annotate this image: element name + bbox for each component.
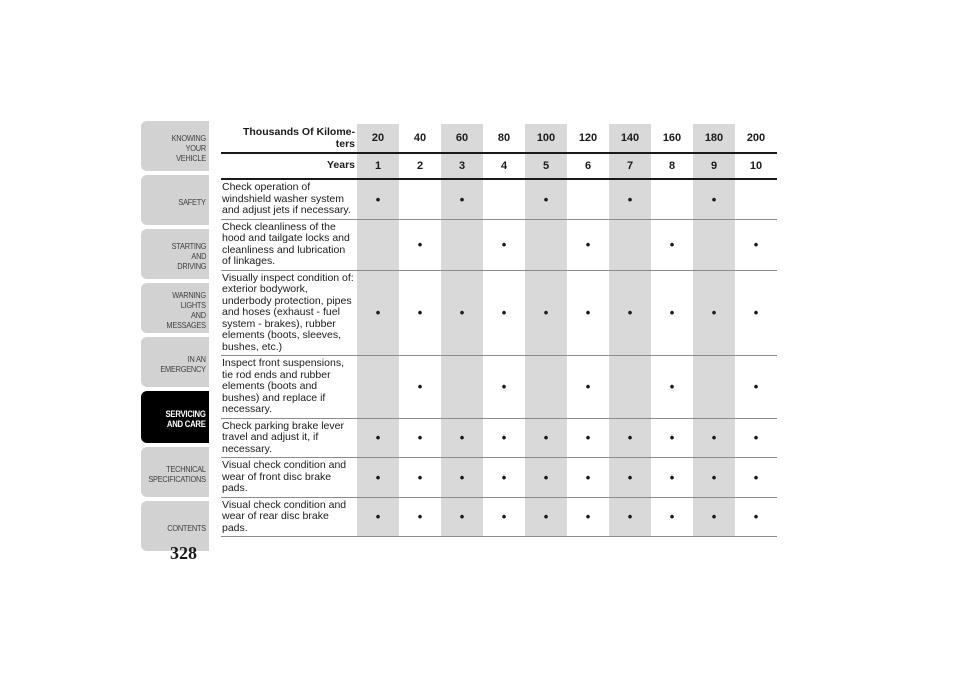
schedule-cell (399, 419, 441, 458)
schedule-cell (567, 180, 609, 219)
schedule-cell (441, 356, 483, 418)
table-row (221, 498, 777, 538)
schedule-cell (693, 458, 735, 497)
bullet-mark: • (627, 305, 633, 321)
schedule-cell (525, 419, 567, 458)
schedule-cell (693, 419, 735, 458)
schedule-cell (441, 271, 483, 356)
schedule-cell (483, 498, 525, 537)
bullet-mark: • (501, 509, 507, 525)
kilometers-value: 180 (693, 124, 735, 152)
years-value: 1 (357, 154, 399, 178)
nav-tab-label: KNOWING YOUR VEHICLE (171, 133, 206, 163)
bullet-mark: • (627, 469, 633, 485)
kilometers-value: 80 (497, 132, 511, 144)
schedule-cell (651, 180, 693, 219)
years-value: 9 (693, 154, 735, 178)
nav-tab-1[interactable] (141, 175, 209, 225)
bullet-mark: • (711, 509, 717, 525)
kilometers-value: 60 (441, 124, 483, 152)
bullet-mark: • (459, 509, 465, 525)
years-value: 3 (441, 154, 483, 178)
schedule-cell (735, 180, 777, 219)
maintenance-item-label: Check parking brake lever travel and adjust it, if necessary. (222, 419, 344, 455)
bullet-mark: • (669, 509, 675, 525)
schedule-cell (399, 498, 441, 537)
bullet-mark: • (669, 237, 675, 252)
years-value: 4 (500, 160, 508, 172)
schedule-cell (735, 220, 777, 270)
bullet-mark: • (669, 305, 675, 321)
schedule-cell (609, 271, 651, 356)
table-row (221, 220, 777, 271)
schedule-cell (693, 271, 735, 356)
schedule-cell (441, 220, 483, 270)
bullet-mark: • (585, 237, 591, 252)
bullet-mark: • (753, 379, 759, 395)
bullet-mark: • (375, 509, 381, 525)
bullet-mark: • (753, 430, 759, 446)
maintenance-item-label: Visual check condition and wear of rear disc brake pads. (222, 498, 347, 534)
bullet-mark: • (501, 237, 507, 252)
schedule-cell (399, 458, 441, 497)
schedule-cell (609, 180, 651, 219)
bullet-mark: • (459, 469, 465, 485)
nav-tab-0[interactable] (141, 121, 209, 171)
schedule-cell (651, 419, 693, 458)
years-value: 8 (668, 160, 676, 172)
schedule-cell (609, 498, 651, 537)
nav-tab-2[interactable] (141, 229, 209, 279)
schedule-cell (525, 458, 567, 497)
kilometers-value: 200 (746, 132, 766, 144)
schedule-cell (525, 498, 567, 537)
schedule-cell (693, 180, 735, 219)
schedule-cell (357, 356, 399, 418)
kilometers-value: 140 (609, 124, 651, 152)
schedule-cell (399, 180, 441, 219)
bullet-mark: • (417, 509, 423, 525)
schedule-cell (609, 458, 651, 497)
nav-tab-label: SERVICING AND CARE (165, 409, 206, 429)
bullet-mark: • (753, 237, 759, 252)
schedule-cell (399, 271, 441, 356)
bullet-mark: • (669, 379, 675, 395)
kilometers-value: 100 (525, 124, 567, 152)
schedule-cell (651, 458, 693, 497)
maintenance-schedule-table (221, 124, 777, 537)
kilometers-value: 20 (357, 124, 399, 152)
years-value: 7 (609, 154, 651, 178)
maintenance-item-label: Inspect front suspensions, tie rod ends and rubber elements (boots and bushes) and replace if necessary. (222, 357, 344, 415)
schedule-cell (693, 356, 735, 418)
schedule-cell (441, 180, 483, 219)
bullet-mark: • (543, 469, 549, 485)
years-header-row (221, 152, 777, 180)
schedule-cell (693, 498, 735, 537)
bullet-mark: • (627, 509, 633, 525)
bullet-mark: • (417, 430, 423, 446)
bullet-mark: • (375, 191, 381, 207)
schedule-cell (735, 356, 777, 418)
table-row (221, 458, 777, 498)
schedule-cell (567, 419, 609, 458)
schedule-cell (357, 271, 399, 356)
kilometers-value: 160 (662, 132, 682, 144)
schedule-cell (399, 356, 441, 418)
schedule-cell (651, 356, 693, 418)
bullet-mark: • (459, 305, 465, 321)
years-value: 10 (749, 160, 763, 172)
table-body (221, 180, 777, 537)
nav-tab-label: SAFETY (178, 197, 206, 207)
bullet-mark: • (627, 430, 633, 446)
bullet-mark: • (459, 430, 465, 446)
bullet-mark: • (501, 469, 507, 485)
schedule-cell (735, 419, 777, 458)
years-header-label: Years (326, 159, 355, 172)
maintenance-item-label: Check operation of windshield washer system and adjust jets if necessary. (222, 181, 351, 216)
schedule-cell (357, 419, 399, 458)
bullet-mark: • (585, 305, 591, 321)
bullet-mark: • (543, 509, 549, 525)
kilometers-header-label: Thousands Of Kilome- ters (242, 126, 355, 150)
years-value: 6 (584, 160, 592, 172)
bullet-mark: • (501, 305, 507, 321)
schedule-cell (567, 356, 609, 418)
table-row (221, 271, 777, 357)
schedule-cell (525, 220, 567, 270)
bullet-mark: • (501, 430, 507, 446)
schedule-cell (483, 419, 525, 458)
nav-tab-label: STARTING AND DRIVING (171, 241, 206, 271)
schedule-cell (651, 271, 693, 356)
page-number: 328 (170, 543, 197, 563)
bullet-mark: • (585, 509, 591, 525)
bullet-mark: • (375, 305, 381, 321)
bullet-mark: • (417, 379, 423, 395)
schedule-cell (357, 458, 399, 497)
bullet-mark: • (375, 430, 381, 446)
bullet-mark: • (585, 379, 591, 395)
schedule-cell (693, 220, 735, 270)
bullet-mark: • (585, 469, 591, 485)
maintenance-item-label: Visually inspect condition of: exterior bodywork, underbody protection, pipes and hoses (exhaust - fuel system - brakes), rubber elements (boots, sleeves, bushes, etc.) (222, 271, 354, 353)
maintenance-item-label: Check cleanliness of the hood and tailgate locks and cleanliness and lubrication of linkages. (222, 220, 350, 267)
schedule-cell (525, 356, 567, 418)
nav-tab-4[interactable] (141, 337, 209, 387)
schedule-cell (399, 220, 441, 270)
nav-tab-6[interactable] (141, 447, 209, 497)
bullet-mark: • (711, 191, 717, 207)
schedule-cell (357, 220, 399, 270)
schedule-cell (441, 498, 483, 537)
schedule-cell (735, 498, 777, 537)
years-value: 2 (416, 160, 424, 172)
bullet-mark: • (417, 237, 423, 252)
table-row (221, 356, 777, 419)
schedule-cell (483, 271, 525, 356)
nav-tab-label: WARNING LIGHTS AND MESSAGES (166, 290, 206, 330)
schedule-cell (525, 271, 567, 356)
schedule-cell (483, 458, 525, 497)
schedule-cell (567, 271, 609, 356)
bullet-mark: • (417, 305, 423, 321)
schedule-cell (609, 220, 651, 270)
nav-tab-label: IN AN EMERGENCY (160, 354, 206, 374)
bullet-mark: • (501, 379, 507, 395)
schedule-cell (609, 356, 651, 418)
bullet-mark: • (711, 469, 717, 485)
bullet-mark: • (543, 191, 549, 207)
schedule-cell (483, 220, 525, 270)
schedule-cell (483, 180, 525, 219)
schedule-cell (357, 498, 399, 537)
nav-tab-3[interactable] (141, 283, 209, 333)
schedule-cell (651, 498, 693, 537)
bullet-mark: • (543, 430, 549, 446)
bullet-mark: • (753, 305, 759, 321)
bullet-mark: • (753, 509, 759, 525)
kilometers-value: 120 (578, 132, 598, 144)
kilometers-header-row (221, 124, 777, 152)
bullet-mark: • (459, 191, 465, 207)
table-row (221, 180, 777, 220)
schedule-cell (651, 220, 693, 270)
bullet-mark: • (753, 469, 759, 485)
schedule-cell (567, 458, 609, 497)
bullet-mark: • (669, 430, 675, 446)
schedule-cell (441, 458, 483, 497)
schedule-cell (441, 419, 483, 458)
bullet-mark: • (375, 469, 381, 485)
years-value: 5 (525, 154, 567, 178)
maintenance-item-label: Visual check condition and wear of front disc brake pads. (222, 459, 347, 494)
schedule-cell (567, 220, 609, 270)
schedule-cell (735, 458, 777, 497)
nav-tab-label: TECHNICAL SPECIFICATIONS (148, 464, 206, 484)
schedule-cell (735, 271, 777, 356)
nav-tab-label: CONTENTS (167, 523, 206, 533)
bullet-mark: • (417, 469, 423, 485)
bullet-mark: • (711, 430, 717, 446)
schedule-cell (567, 498, 609, 537)
kilometers-value: 40 (413, 132, 427, 144)
schedule-cell (609, 419, 651, 458)
schedule-cell (525, 180, 567, 219)
bullet-mark: • (543, 305, 549, 321)
bullet-mark: • (711, 305, 717, 321)
bullet-mark: • (627, 191, 633, 207)
bullet-mark: • (585, 430, 591, 446)
schedule-cell (357, 180, 399, 219)
nav-tab-5[interactable] (141, 391, 209, 443)
table-row (221, 419, 777, 459)
bullet-mark: • (669, 469, 675, 485)
schedule-cell (483, 356, 525, 418)
